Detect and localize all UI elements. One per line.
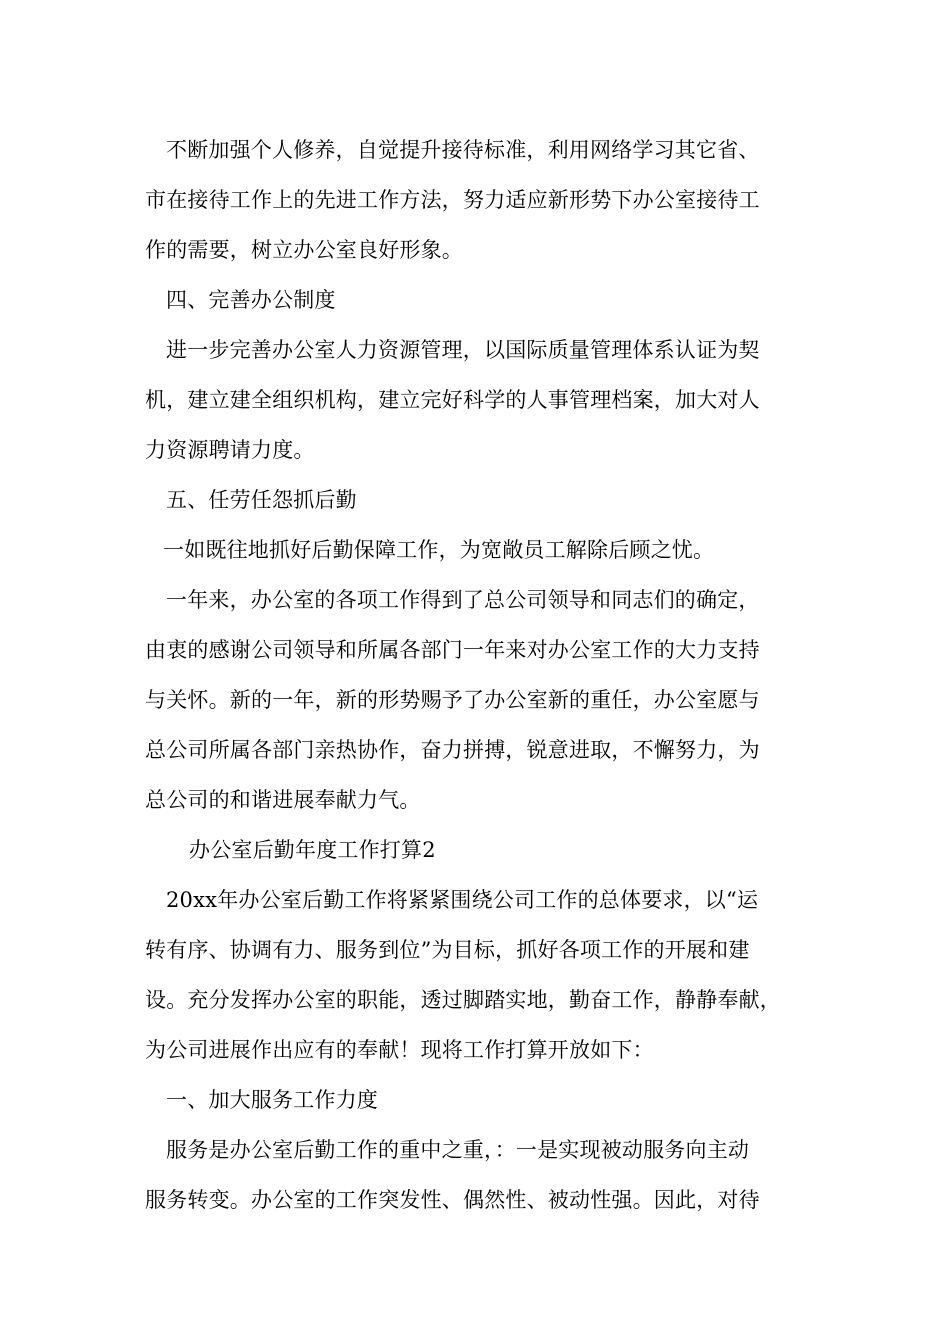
section-heading: 四、完善办公制度 [166, 288, 336, 312]
paragraph-line: 20xx年办公室后勤工作将紧紧围绕公司工作的总体要求，以“运 [166, 888, 759, 912]
paragraph-line: 一如既往地抓好后勤保障工作，为宽敞员工解除后顾之忧。 [163, 538, 715, 562]
paragraph-line: 一年来，办公室的各项工作得到了总公司领导和同志们的确定， [166, 588, 760, 612]
paragraph-line: 服务转变。办公室的工作突发性、偶然性、被动性强。因此，对待 [145, 1188, 760, 1212]
paragraph-line: 进一步完善办公室人力资源管理，以国际质量管理体系认证为契 [166, 338, 760, 362]
section-heading: 一、加大服务工作力度 [166, 1088, 378, 1112]
paragraph-line: 市在接待工作上的先进工作方法，努力适应新形势下办公室接待工 [145, 188, 760, 212]
document-title: 办公室后勤年度工作打算2 [189, 838, 436, 862]
paragraph-line: 不断加强个人修养，自觉提升接待标准，利用网络学习其它省、 [166, 138, 760, 162]
paragraph-line: 服务是办公室后勤工作的重中之重，：一是实现被动服务向主动 [166, 1138, 750, 1162]
paragraph-line: 设。充分发挥办公室的职能，透过脚踏实地，勤奋工作，静静奉献， [145, 988, 781, 1012]
paragraph-line: 作的需要，树立办公室良好形象。 [145, 238, 463, 262]
section-heading: 五、任劳任怨抓后勤 [166, 488, 357, 512]
paragraph-line: 由衷的感谢公司领导和所属各部门一年来对办公室工作的大力支持 [145, 638, 760, 662]
paragraph-line: 机，建立建全组织机构，建立完好科学的人事管理档案，加大对人 [145, 388, 760, 412]
paragraph-line: 总公司的和谐进展奉献力气。 [145, 788, 421, 812]
paragraph-line: 转有序、协调有力、服务到位”为目标，抓好各项工作的开展和建 [145, 938, 750, 962]
paragraph-line: 与关怀。新的一年，新的形势赐予了办公室新的重任，办公室愿与 [145, 688, 760, 712]
paragraph-line: 力资源聘请力度。 [145, 438, 315, 462]
paragraph-line: 为公司进展作出应有的奉献！现将工作打算开放如下： [145, 1038, 654, 1062]
paragraph-line: 总公司所属各部门亲热协作，奋力拼搏，锐意进取，不懈努力，为 [145, 738, 760, 762]
